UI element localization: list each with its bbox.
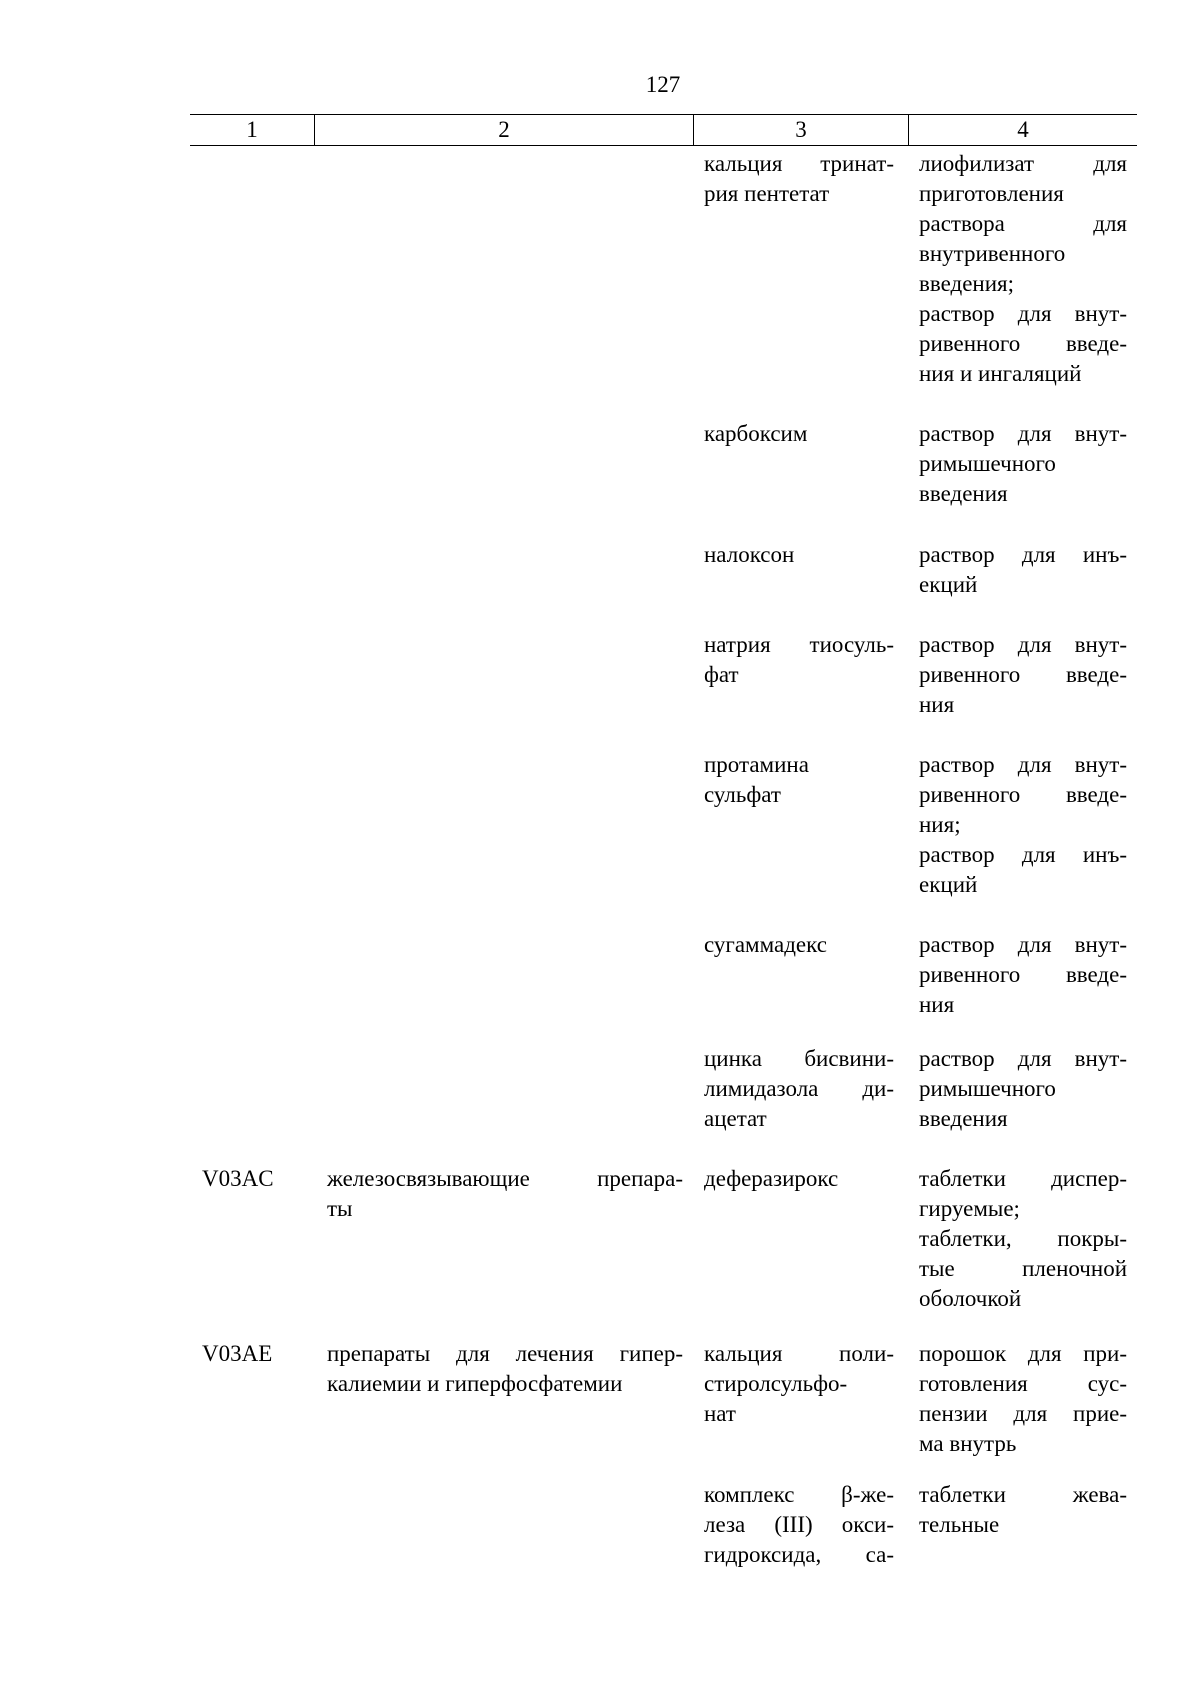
drug-name-line: кальция поли-: [704, 1341, 894, 1366]
dosage-forms-line: таблетки жева-: [919, 1482, 1127, 1507]
dosage-forms-line: введения: [919, 1106, 1008, 1131]
drug-name-line: фат: [704, 662, 739, 687]
drug-name: [704, 1164, 894, 1194]
drug-name-line: цинка бисвини-: [704, 1046, 894, 1071]
dosage-forms-line: раствора для: [919, 211, 1127, 236]
page-number: 127: [645, 72, 681, 97]
group-name-line: калиемии и гиперфосфатемии: [327, 1371, 623, 1396]
group-name-line: ты: [327, 1196, 353, 1221]
drug-name-line: сугаммадекс: [704, 932, 827, 957]
dosage-forms-line: ривенного введе-: [919, 662, 1127, 687]
dosage-forms-line: введения: [919, 481, 1008, 506]
drug-name-line: нат: [704, 1401, 736, 1426]
dosage-forms: [919, 1339, 1127, 1459]
dosage-forms: [919, 149, 1127, 389]
dosage-forms-line: римышечного: [919, 1076, 1056, 1101]
dosage-forms-line: ривенного введе-: [919, 331, 1127, 356]
dosage-forms-line: порошок для при-: [919, 1341, 1127, 1366]
dosage-forms: [919, 930, 1127, 1020]
atc-code: V03AE: [202, 1341, 273, 1366]
dosage-forms-line: приготовления: [919, 181, 1064, 206]
drug-name-line: комплекс β-же-: [704, 1482, 894, 1507]
dosage-forms: [919, 1164, 1127, 1314]
drug-name-line: гидроксида, са-: [704, 1542, 894, 1567]
dosage-forms: [919, 540, 1127, 600]
dosage-forms: [919, 1044, 1127, 1134]
drug-name-line: кальция тринат-: [704, 151, 894, 176]
dosage-forms-line: ния: [919, 692, 955, 717]
drug-name: [704, 149, 894, 209]
group-name: [327, 1339, 683, 1399]
group-name-line: препараты для лечения гипер-: [327, 1341, 683, 1366]
drug-name: [704, 930, 894, 960]
drug-name: [704, 1480, 894, 1570]
dosage-forms-line: раствор для внут-: [919, 421, 1127, 446]
dosage-forms-line: введения;: [919, 271, 1014, 296]
dosage-forms-line: раствор для внут-: [919, 1046, 1127, 1071]
drug-name: [704, 1339, 894, 1429]
drug-name: [704, 1044, 894, 1134]
atc-code: V03AC: [202, 1166, 274, 1191]
dosage-forms-line: лиофилизат для: [919, 151, 1127, 176]
drug-name-line: карбоксим: [704, 421, 808, 446]
drug-name-line: стиролсульфо-: [704, 1371, 848, 1396]
dosage-forms-line: гируемые;: [919, 1196, 1020, 1221]
drug-name-line: лимидазола ди-: [704, 1076, 894, 1101]
table-header-col-2: 2: [314, 114, 693, 146]
drug-name: [704, 750, 894, 810]
dosage-forms-line: пензии для прие-: [919, 1401, 1127, 1426]
table-header-col-4: 4: [908, 114, 1137, 146]
drug-name-line: сульфат: [704, 782, 781, 807]
dosage-forms-line: таблетки диспер-: [919, 1166, 1127, 1191]
drug-name-line: налоксон: [704, 542, 795, 567]
drug-name-line: деферазирокс: [704, 1166, 839, 1191]
group-name-line: железосвязывающие препара-: [327, 1166, 683, 1191]
dosage-forms-line: ния и ингаляций: [919, 361, 1082, 386]
dosage-forms-line: римышечного: [919, 451, 1056, 476]
dosage-forms-line: ривенного введе-: [919, 782, 1127, 807]
drug-name-line: ацетат: [704, 1106, 767, 1131]
table-header-col-1: 1: [190, 114, 314, 146]
dosage-forms: [919, 419, 1127, 509]
dosage-forms-line: таблетки, покры-: [919, 1226, 1127, 1251]
dosage-forms-line: раствор для инъ-: [919, 542, 1127, 567]
dosage-forms-line: екций: [919, 872, 978, 897]
dosage-forms-line: тые пленочной: [919, 1256, 1127, 1281]
dosage-forms: [919, 630, 1127, 720]
drug-name-line: леза (III) окси-: [704, 1512, 894, 1537]
dosage-forms-line: ривенного введе-: [919, 962, 1127, 987]
drug-name-line: протамина: [704, 752, 809, 777]
table-header-col-3: 3: [693, 114, 908, 146]
dosage-forms-line: екций: [919, 572, 978, 597]
dosage-forms-line: внутривенного: [919, 241, 1066, 266]
dosage-forms-line: раствор для внут-: [919, 752, 1127, 777]
dosage-forms-line: раствор для внут-: [919, 932, 1127, 957]
dosage-forms: [919, 1480, 1127, 1540]
drug-name-line: натрия тиосуль-: [704, 632, 894, 657]
dosage-forms-line: раствор для внут-: [919, 301, 1127, 326]
dosage-forms-line: раствор для инъ-: [919, 842, 1127, 867]
dosage-forms-line: готовления сус-: [919, 1371, 1127, 1396]
dosage-forms: [919, 750, 1127, 900]
dosage-forms-line: ния: [919, 992, 955, 1017]
drug-name: [704, 630, 894, 690]
drug-name-line: рия пентетат: [704, 181, 830, 206]
dosage-forms-line: оболочкой: [919, 1286, 1022, 1311]
drug-name: [704, 419, 894, 449]
drug-name: [704, 540, 894, 570]
dosage-forms-line: тельные: [919, 1512, 1000, 1537]
dosage-forms-line: ния;: [919, 812, 961, 837]
group-name: [327, 1164, 683, 1224]
dosage-forms-line: ма внутрь: [919, 1431, 1017, 1456]
dosage-forms-line: раствор для внут-: [919, 632, 1127, 657]
